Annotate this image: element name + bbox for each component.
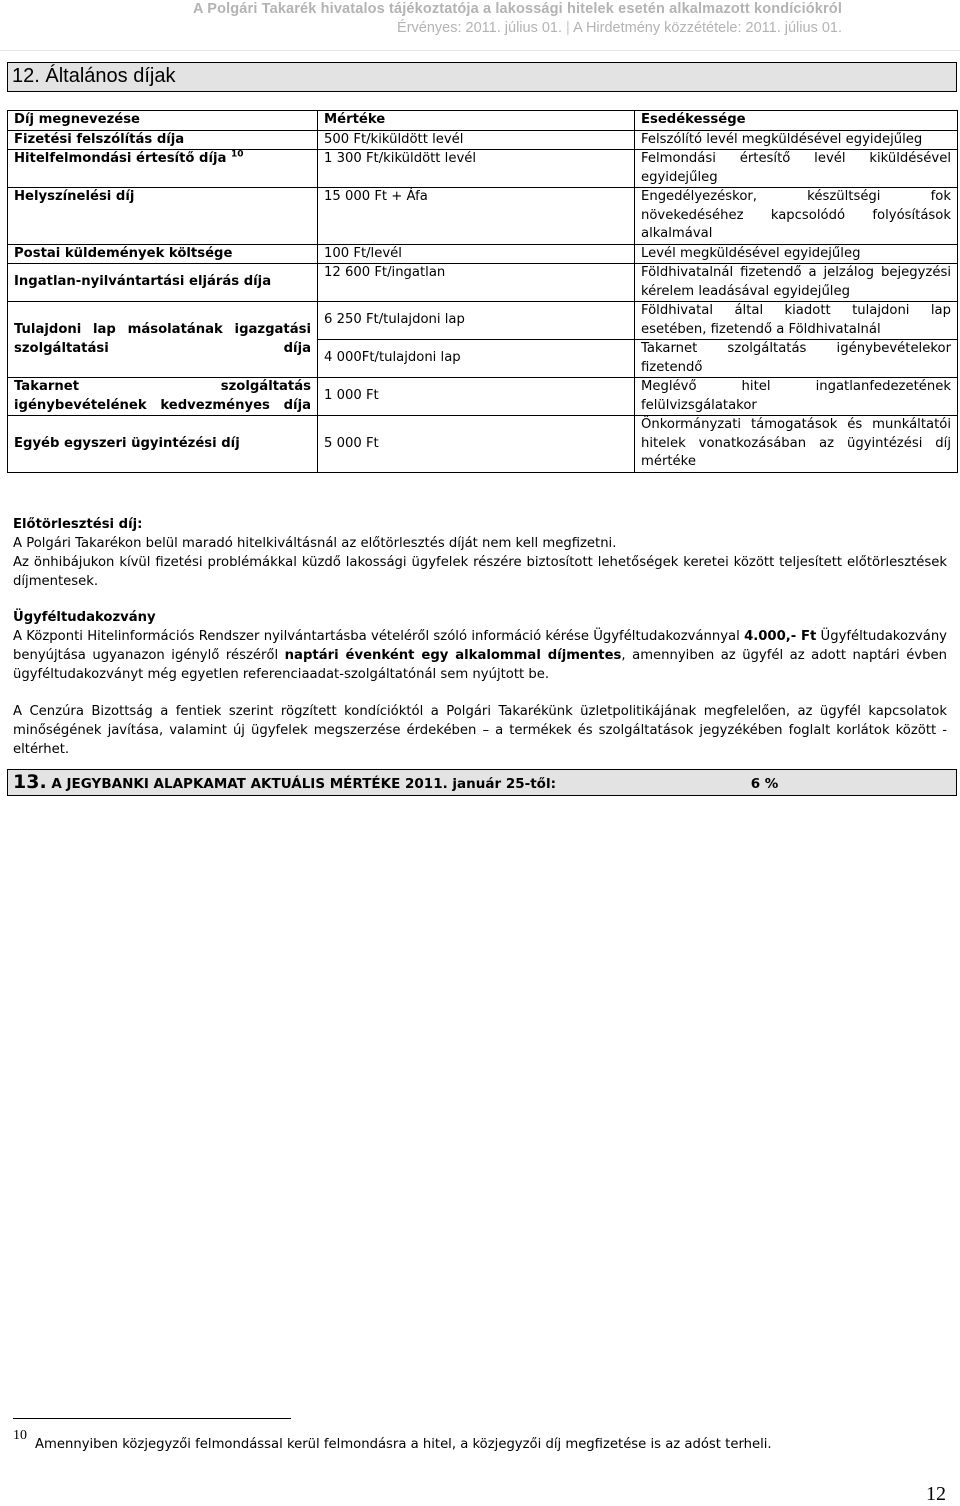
prepayment-paragraph-1: A Polgári Takarékon belül maradó hitelkiváltásnál az előtörlesztés díját nem kell megfizetni.: [13, 536, 617, 551]
prepayment-paragraph-2: Az önhibájukon kívül fizetési problémákkal küzdő lakossági ügyfelek részére biztosított lehetőségek keretei között teljesített előtörlesztések díjmentesek.: [13, 555, 947, 589]
fee-name-cell: Ingatlan-nyilvántartási eljárás díja: [8, 264, 318, 302]
table-row: [8, 416, 958, 473]
table-row: [8, 302, 958, 340]
fee-amount-cell: 5 000 Ft: [318, 416, 635, 473]
header-published-date: A Hirdetmény közzététele: 2011. július 01.: [573, 20, 842, 36]
section-13-label: A JEGYBANKI ALAPKAMAT AKTUÁLIS MÉRTÉKE 2011. január 25-től:: [51, 776, 556, 792]
fee-due-cell: Engedélyezéskor, készültségi fok növekedéséhez kapcsolódó folyósítások alkalmával: [635, 188, 958, 245]
general-fees-table: [7, 110, 958, 473]
fee-due-cell: Földhivatalnál fizetendő a jelzálog bejegyzési kérelem leadásával egyidejűleg: [635, 264, 958, 302]
page-header: [193, 0, 842, 38]
prepayment-title: Előtörlesztési díj:: [13, 517, 143, 532]
customer-info-paragraph: [13, 627, 947, 684]
fee-due-cell: Felmondási értesítő levél kiküldésével egyidejűleg: [635, 150, 958, 188]
header-separator: |: [566, 20, 570, 36]
footnote-text: Amennyiben közjegyzői felmondással kerül felmondásra a hitel, a közjegyzői díj megfizetése is az adóst terheli.: [35, 1437, 772, 1452]
table-row: [8, 150, 958, 188]
fee-amount-cell: 100 Ft/levél: [318, 244, 635, 264]
fee-amount-cell: 15 000 Ft + Áfa: [318, 188, 635, 245]
customer-info-text-3: , amennyiben az ügyfél az adott naptári évben ügyféltudakozványt még egyetlen referenciaadat-szolgáltatónál sem nyújtott be.: [13, 648, 947, 682]
base-rate-value: 6 %: [750, 776, 779, 792]
header-cell-amount: Mértéke: [318, 111, 635, 131]
fee-name-cell: Tulajdoni lap másolatának igazgatási szolgáltatási díja: [8, 302, 318, 378]
fee-due-cell: Önkormányzati támogatások és munkáltatói hitelek vonatkozásában az ügyintézési díj mértéke: [635, 416, 958, 473]
table-row: [8, 130, 958, 150]
fee-due-cell: Levél megküldésével egyidejűleg: [635, 244, 958, 264]
fee-amount-cell: 4 000Ft/tulajdoni lap: [318, 340, 635, 378]
header-dates: [193, 19, 842, 38]
fee-amount-cell: 1 300 Ft/kiküldött levél: [318, 150, 635, 188]
fee-name-cell: Fizetési felszólítás díja: [8, 130, 318, 150]
censorship-paragraph: A Cenzúra Bizottság a fentiek szerint rögzített kondícióktól a Polgári Takarékünk üzletpolitikájának megfelelően, az ügyfél kapcsolatok minőségének javítása, valamint új ügyfelek megszerzése érdekében – a termékek és szolgáltatások jegyzékében foglalt korlátok között - eltérhet.: [13, 704, 947, 757]
table-row: [8, 188, 958, 245]
customer-info-section: [13, 608, 947, 684]
table-header-row: [8, 111, 958, 131]
fee-name-cell: Egyéb egyszeri ügyintézési díj: [8, 416, 318, 473]
customer-info-fee: 4.000,- Ft: [744, 629, 817, 644]
fee-name-cell: [8, 150, 318, 188]
section-13-number: 13.: [13, 771, 47, 793]
fee-name-cell: Helyszínelési díj: [8, 188, 318, 245]
footnote-divider: [13, 1418, 291, 1419]
censorship-section: [13, 702, 947, 759]
fee-amount-cell: 1 000 Ft: [318, 378, 635, 416]
header-title: A Polgári Takarék hivatalos tájékoztatója a lakossági hitelek esetén alkalmazott kondíciókról: [193, 1, 842, 17]
fee-due-cell: Takarnet szolgáltatás igénybevételekor fizetendő: [635, 340, 958, 378]
prepayment-section: [13, 515, 947, 591]
customer-info-free-note: naptári évenként egy alkalommal díjmentes: [284, 648, 622, 663]
customer-info-title: Ügyféltudakozvány: [13, 610, 156, 625]
fee-name-cell: Takarnet szolgáltatás igénybevételének kedvezményes díja: [8, 378, 318, 416]
header-divider: [0, 50, 960, 51]
customer-info-text-2: Ügyféltudakozvány benyújtása ugyanazon igénylő részéről: [13, 629, 947, 663]
header-cell-due: Esedékessége: [635, 111, 958, 131]
fee-amount-cell: 500 Ft/kiküldött levél: [318, 130, 635, 150]
fee-name-cell: Postai küldemények költsége: [8, 244, 318, 264]
table-row: [8, 244, 958, 264]
page-number: 12: [926, 1483, 946, 1505]
fee-amount-cell: 6 250 Ft/tulajdoni lap: [318, 302, 635, 340]
header-cell-fee-name: Díj megnevezése: [8, 111, 318, 131]
fee-due-cell: Földhivatal által kiadott tulajdoni lap esetében, fizetendő a Földhivatalnál: [635, 302, 958, 340]
table-row: [8, 264, 958, 302]
header-valid-date: Érvényes: 2011. július 01.: [397, 20, 563, 36]
fee-amount-cell: 12 600 Ft/ingatlan: [318, 264, 635, 302]
customer-info-text-1: A Központi Hitelinformációs Rendszer nyilvántartásba vételéről szóló információ kérése Ügyféltudakozvánnyal: [13, 629, 745, 644]
footnote-ref: 10: [231, 149, 244, 160]
table-row: [8, 378, 958, 416]
section-12-title: 12. Általános díjak: [7, 62, 957, 92]
fee-due-cell: Meglévő hitel ingatlanfedezetének felülvizsgálatakor: [635, 378, 958, 416]
section-13-title: [7, 769, 957, 796]
footnote-mark: 10: [13, 1428, 27, 1443]
fee-due-cell: Felszólító levél megküldésével egyidejűleg: [635, 130, 958, 150]
fee-name-text: Hitelfelmondási értesítő díja: [14, 151, 227, 166]
